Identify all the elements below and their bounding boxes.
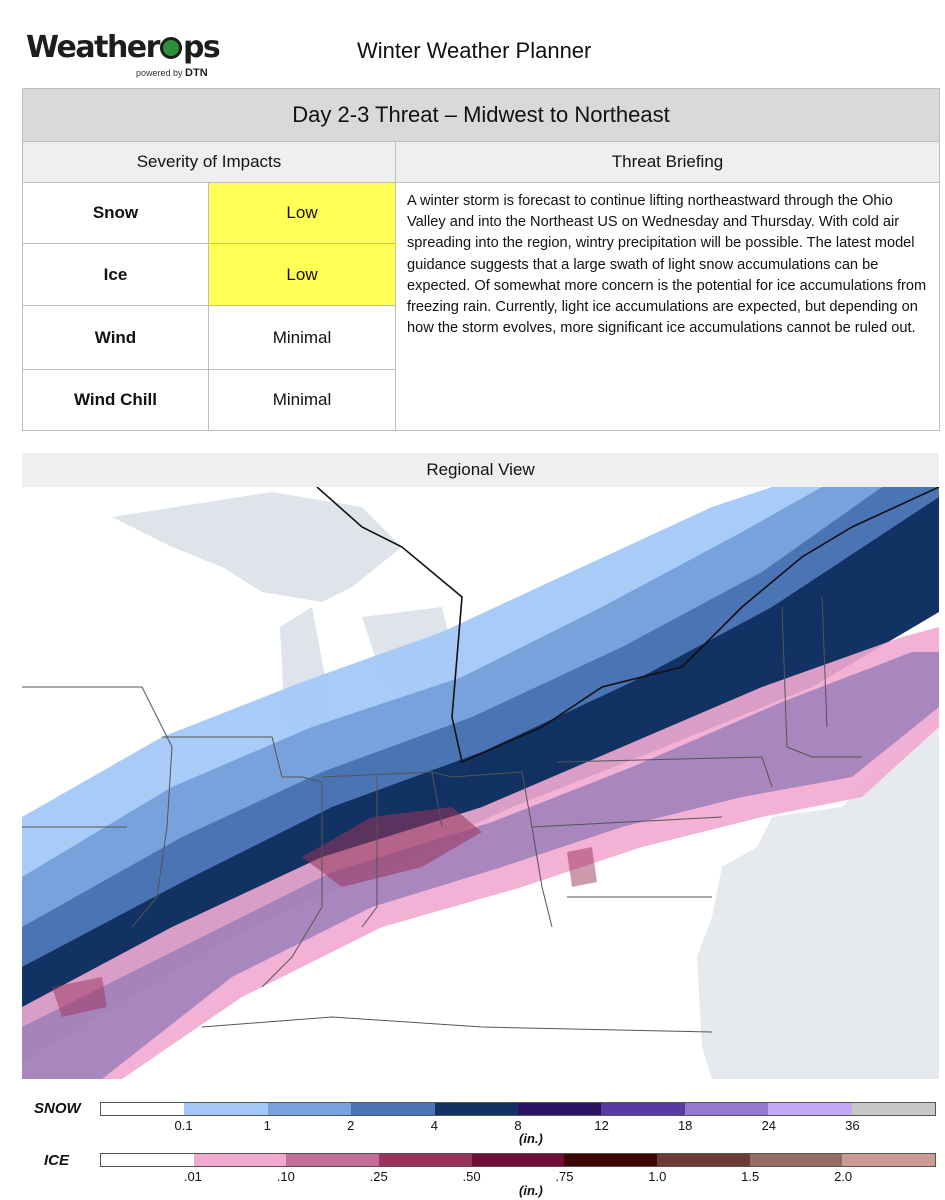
snow-legend-unit: (in.) — [519, 1131, 543, 1146]
snow-legend-label: SNOW — [34, 1100, 81, 1117]
ice-tick-label: 1.0 — [648, 1169, 667, 1184]
precip-map-graphic — [22, 487, 939, 1079]
threat-banner: Day 2-3 Threat – Midwest to Northeast — [23, 89, 940, 142]
regional-view-title: Regional View — [22, 453, 939, 487]
snow-swatch — [435, 1103, 518, 1115]
snow-swatch — [101, 1103, 184, 1115]
level-wind: Minimal — [209, 306, 396, 370]
ice-tick-label: 1.5 — [741, 1169, 760, 1184]
ice-tick-label: .10 — [276, 1169, 295, 1184]
snow-tick-label: 2 — [347, 1118, 355, 1133]
ice-legend-label: ICE — [44, 1152, 70, 1169]
threat-briefing-text: A winter storm is forecast to continue lifting northeastward through the Ohio Valley and into the Northeast US on Wednesday and Thursday. With cold air spreading into the region, wintry precipitation will be possible. The latest model guidance suggests that a large swath of light snow accumulations can be expected. Of somewhat more concern is the potential for ice accumulations from freezing rain. Currently, light ice accumulations are expected, but depending on how the storm evolves, more significant ice accumulations cannot be ruled out. — [396, 183, 940, 431]
snow-swatch — [768, 1103, 851, 1115]
snow-swatch — [852, 1103, 935, 1115]
snow-tick-label: 8 — [514, 1118, 522, 1133]
snow-tick-label: 1 — [263, 1118, 271, 1133]
snow-tick-label: 12 — [594, 1118, 609, 1133]
ice-color-scale — [100, 1153, 936, 1167]
snow-swatch — [351, 1103, 434, 1115]
snow-tick-label: 18 — [677, 1118, 693, 1133]
ice-tick-label: .50 — [462, 1169, 481, 1184]
snow-swatch — [184, 1103, 267, 1115]
snow-tick-label: 36 — [845, 1118, 860, 1133]
snow-swatch — [268, 1103, 351, 1115]
severity-header: Severity of Impacts — [23, 142, 396, 183]
logo-powered-by: powered by DTN — [136, 67, 208, 79]
ice-swatch — [379, 1154, 472, 1166]
ice-swatch — [564, 1154, 657, 1166]
ice-swatch — [750, 1154, 843, 1166]
category-wind-chill: Wind Chill — [23, 370, 209, 431]
globe-icon — [160, 37, 182, 59]
category-snow: Snow — [23, 183, 209, 244]
snow-swatch — [685, 1103, 768, 1115]
ice-swatch — [101, 1154, 194, 1166]
ice-tick-label: 2.0 — [834, 1169, 853, 1184]
ice-legend-unit: (in.) — [519, 1183, 543, 1198]
snow-swatch — [601, 1103, 684, 1115]
snow-tick-label: 24 — [761, 1118, 777, 1133]
snow-tick-label: 4 — [430, 1118, 439, 1133]
category-wind: Wind — [23, 306, 209, 370]
ice-tick-label: .01 — [183, 1169, 202, 1184]
level-snow: Low — [209, 183, 396, 244]
page-title: Winter Weather Planner — [357, 38, 592, 63]
snow-tick-label: 0.1 — [174, 1118, 193, 1133]
snow-color-scale — [100, 1102, 936, 1116]
snow-swatch — [518, 1103, 601, 1115]
level-wind-chill: Minimal — [209, 370, 396, 431]
regional-map — [22, 487, 939, 1079]
level-ice: Low — [209, 244, 396, 306]
ice-tick-label: .25 — [369, 1169, 388, 1184]
logo-wordmark: Weather ps — [26, 30, 220, 65]
ice-tick-label: .75 — [555, 1169, 574, 1184]
ice-swatch — [286, 1154, 379, 1166]
ice-swatch — [194, 1154, 287, 1166]
threat-table — [22, 88, 940, 431]
ice-swatch — [657, 1154, 750, 1166]
ice-swatch — [842, 1154, 935, 1166]
ice-swatch — [472, 1154, 565, 1166]
category-ice: Ice — [23, 244, 209, 306]
briefing-header: Threat Briefing — [396, 142, 940, 183]
weatherops-logo — [26, 30, 226, 82]
ice-band-0-25in-east — [567, 847, 597, 887]
